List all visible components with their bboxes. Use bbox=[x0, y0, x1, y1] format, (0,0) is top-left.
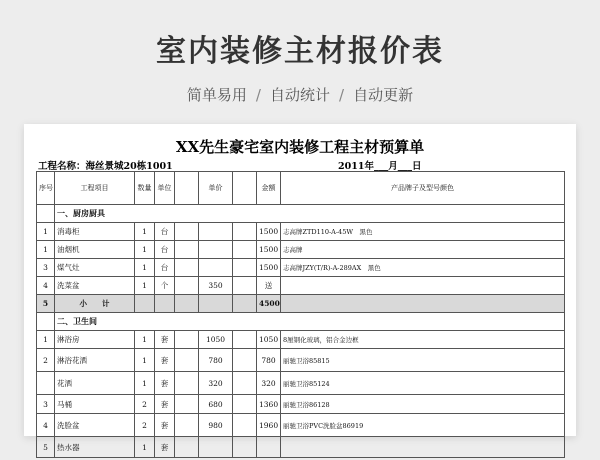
feature-tags bbox=[0, 84, 600, 105]
tag-auto-stats: 自动统计 bbox=[269, 86, 330, 104]
page-title: 室内装修主材报价表 bbox=[156, 34, 444, 69]
tag-easy: 简单易用 bbox=[186, 86, 247, 104]
subtotal-amount: 4500 bbox=[257, 295, 281, 313]
header-item: 工程项目 bbox=[55, 172, 135, 205]
table-row: 花洒 1 套 320 320 丽驰卫浴85124 bbox=[37, 372, 565, 395]
section-row bbox=[37, 313, 565, 331]
project-date: 2011年___月___日 bbox=[338, 161, 422, 172]
header-unit: 单位 bbox=[155, 172, 175, 205]
tag-separator: / bbox=[255, 86, 261, 104]
table-header bbox=[37, 172, 565, 205]
subtotal-row: 5 小 计 4500 bbox=[37, 295, 565, 313]
section-bathroom: 二、卫生间 bbox=[55, 313, 565, 331]
subtotal-label: 小 计 bbox=[55, 295, 135, 313]
table-row: 3 煤气灶 1 台 1500 志高牌JZY(T/R)-A-289AX 黑色 bbox=[37, 259, 565, 277]
table-row: 2 淋浴花洒 1 套 780 780 丽驰卫浴85815 bbox=[37, 349, 565, 372]
section-row bbox=[37, 205, 565, 223]
spreadsheet-preview bbox=[24, 124, 576, 452]
header-seq: 序号 bbox=[37, 172, 55, 205]
sheet-title: XX先生豪宅室内装修工程主材预算单 bbox=[175, 138, 425, 156]
table-row: 4 洗菜盆 1 个 350 送 bbox=[37, 277, 565, 295]
table-row: 1 油烟机 1 台 1500 志高牌 bbox=[37, 241, 565, 259]
header-amount: 金额 bbox=[257, 172, 281, 205]
tag-separator: / bbox=[339, 86, 345, 104]
header-price: 单价 bbox=[199, 172, 233, 205]
table-row: 3 马桶 2 套 680 1360 丽驰卫浴86128 bbox=[37, 395, 565, 414]
header-blank bbox=[175, 172, 199, 205]
table-row: 5 热水器 1 套 bbox=[37, 437, 565, 458]
tag-auto-update: 自动更新 bbox=[353, 86, 414, 104]
project-name: 工程名称：海丝景城20栋1001 bbox=[38, 161, 173, 172]
header-blank bbox=[233, 172, 257, 205]
table-row: 4 洗脸盆 2 套 980 1960 丽驰卫浴PVC洗脸盆86919 bbox=[37, 414, 565, 437]
table-row: 1 淋浴房 1 套 1050 1050 8厘钢化玻璃，铝合金边框 bbox=[37, 331, 565, 349]
section-kitchen: 一、厨房厨具 bbox=[55, 205, 565, 223]
header-brand: 产品牌子及型号颜色 bbox=[281, 172, 565, 205]
header-qty: 数量 bbox=[135, 172, 155, 205]
project-info-row bbox=[36, 158, 564, 171]
table-row: 1 消毒柜 1 台 1500 志高牌ZTD110-A-45W 黑色 bbox=[37, 223, 565, 241]
budget-table bbox=[36, 171, 565, 458]
